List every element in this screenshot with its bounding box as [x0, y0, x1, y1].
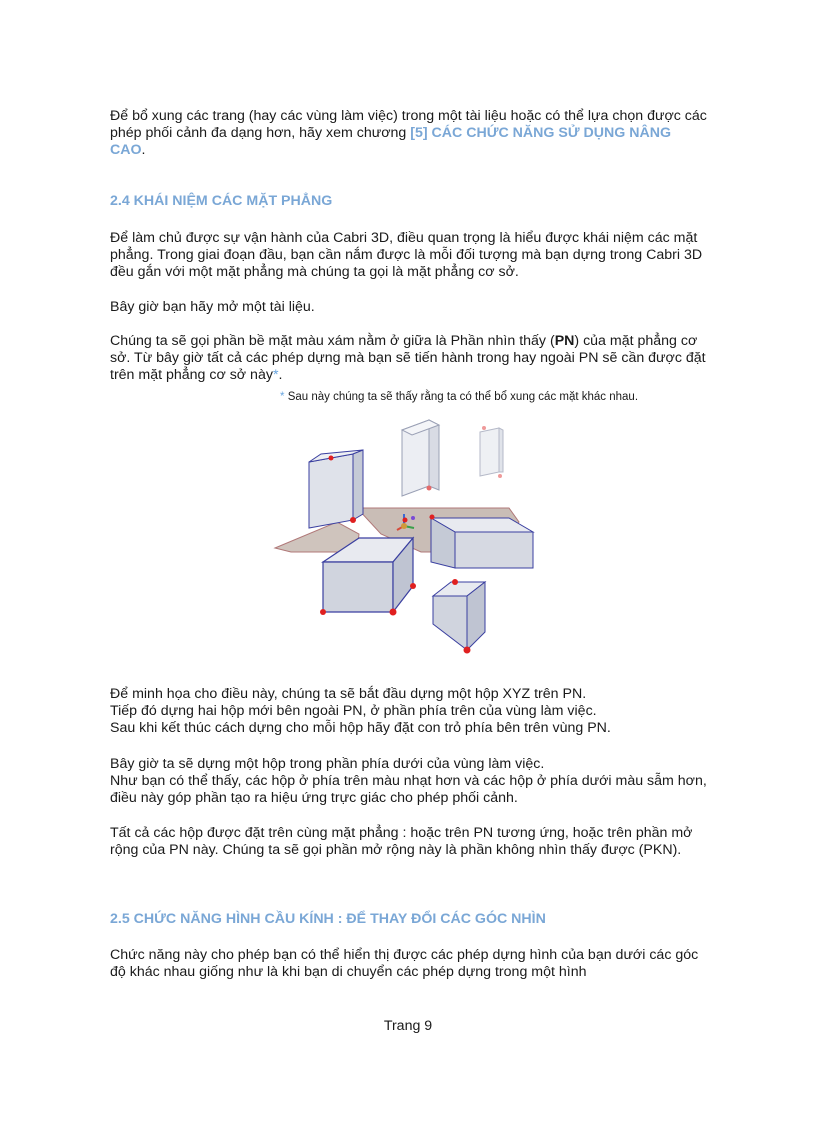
paragraph-visible-part	[110, 333, 710, 384]
box-top-center	[402, 420, 439, 496]
paragraph-glass-sphere: Chức năng này cho phép bạn có thể hiển thị được các phép dựng hình của bạn dưới các góc độ khác nhau giống như là khi bạn di chuyển các phép dựng trong một hình	[110, 947, 699, 980]
paragraph-lower-box	[110, 756, 710, 807]
paragraph-illustration	[110, 686, 710, 737]
box-top-right	[480, 426, 503, 478]
p3-text: Chúng ta sẽ gọi phần bề mặt màu xám nằm ở giữa là Phần nhìn thấy (	[110, 333, 555, 349]
intro-period: .	[141, 142, 146, 158]
chapter-link[interactable]: [5] CÁC CHỨC NĂNG SỬ DỤNG NÂNG CAO	[110, 125, 672, 158]
pn-abbrev: PN	[554, 333, 575, 349]
page-number: Trang 9	[383, 1018, 433, 1034]
footnote-text: Sau này chúng ta sẽ thấy rằng ta có thể bổ xung các mặt khác nhau.	[287, 391, 639, 403]
section-heading-2-5: 2.5 CHỨC NĂNG HÌNH CẦU KÍNH : ĐỂ THAY ĐỔI CÁC GÓC NHÌN	[110, 911, 546, 927]
p4-line-2: Tiếp đó dựng hai hộp mới bên ngoài PN, ở phần phía trên của vùng làm việc.	[110, 703, 597, 719]
box-right	[430, 515, 534, 569]
paragraph-open-document: Bây giờ bạn hãy mở một tài liệu.	[110, 299, 315, 315]
cabri-3d-boxes-figure	[271, 410, 550, 670]
box-left	[309, 450, 363, 528]
p3-text-after: ) của mặt phẳng cơ sở. Từ bây giờ tất cả các phép dựng mà bạn sẽ tiến hành trong hay ngoài PN sẽ cần được đặt trên mặt phẳng cơ sở này	[110, 333, 706, 383]
p4-line-3: Sau khi kết thúc cách dựng cho mỗi hộp hãy đặt con trỏ phía bên trên vùng PN.	[110, 720, 611, 736]
footnote-star: *	[280, 391, 285, 403]
paragraph-same-plane: Tất cả các hộp được đặt trên cùng mặt phẳng : hoặc trên PN tương ứng, hoặc trên phần mở rộng của PN này. Chúng ta sẽ gọi phần mở rộng này là phần không nhìn thấy được (PKN).	[110, 825, 693, 858]
paragraph-planes-concept: Để làm chủ được sự vận hành của Cabri 3D, điều quan trọng là hiểu được khái niệm các mặt phẳng. Trong giai đoạn đầu, bạn cần nắm được là mỗi đối tượng mà bạn dựng trong Cabri 3D đều gắn với một mặt phẳng mà chúng ta gọi là mặt phẳng cơ sở.	[110, 230, 703, 280]
intro-text: Để bổ xung các trang (hay các vùng làm việc) trong một tài liệu hoặc có thể lựa chọn được các phép phối cảnh đa dạng hơn, hãy xem chương	[110, 108, 707, 141]
p5-line-2: Như bạn có thể thấy, các hộp ở phía trên màu nhạt hơn và các hộp ở phía dưới màu sẫm hơn, điều này góp phần tạo ra hiệu ứng trực giác cho phép phối cảnh.	[110, 773, 707, 806]
section-heading-2-4: 2.4 KHÁI NIỆM CÁC MẶT PHẲNG	[110, 193, 333, 209]
p5-line-1: Bây giờ ta sẽ dựng một hộp trong phần phía dưới của vùng làm việc.	[110, 756, 545, 772]
intro-paragraph	[110, 108, 710, 159]
footnote-marker: *	[272, 367, 279, 383]
p3-period: .	[278, 367, 283, 383]
footnote	[280, 390, 638, 404]
p4-line-1: Để minh họa cho điều này, chúng ta sẽ bắt đầu dựng một hộp XYZ trên PN.	[110, 686, 587, 702]
